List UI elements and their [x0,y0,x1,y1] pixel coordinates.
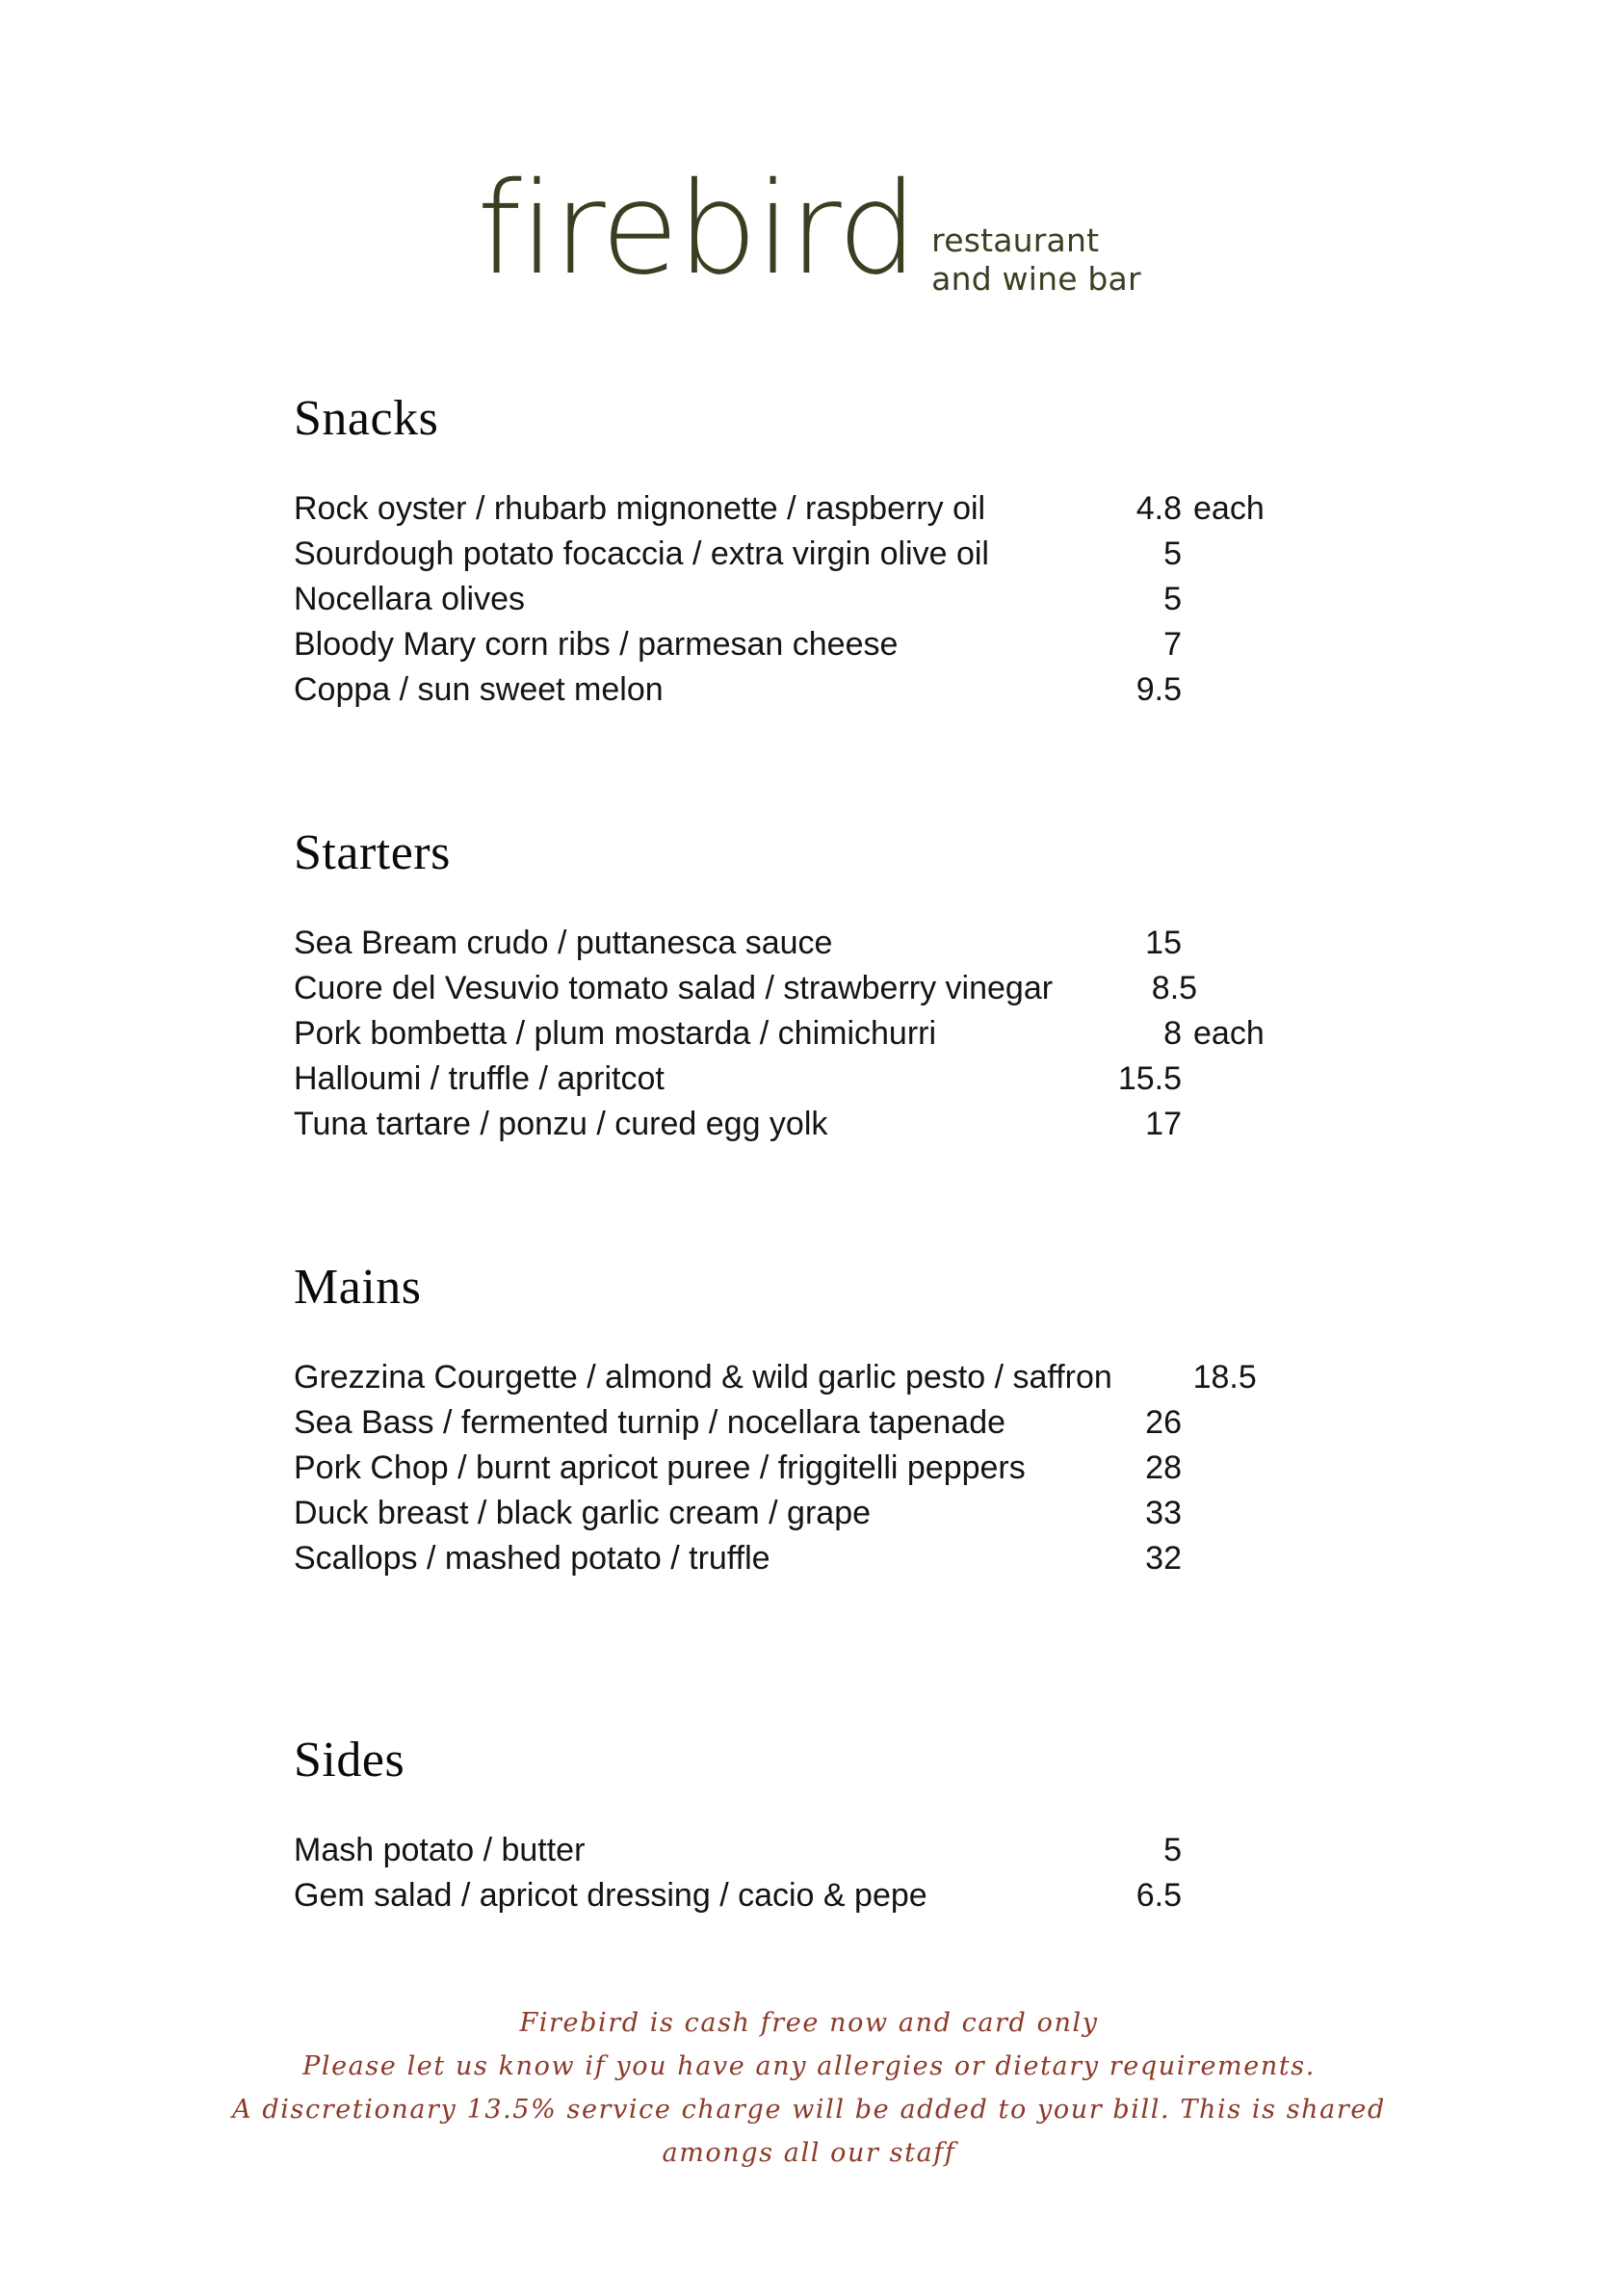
menu-item [294,532,1295,577]
menu-item [294,1536,1295,1581]
item-price: 17 [1145,1105,1182,1142]
footer-notes [0,2001,1618,2175]
item-price: 26 [1145,1403,1182,1441]
menu-item [294,486,1295,532]
item-price: 4.8 [1135,489,1182,527]
section-title: Sides [294,1732,405,1787]
menu-item [294,1446,1295,1491]
item-name: Coppa / sun sweet melon [294,670,664,708]
item-price: 9.5 [1135,670,1182,708]
item-price: 15.5 [1117,1059,1182,1097]
menu-item [294,966,1295,1011]
footer-note-service-charge: A discretionary 13.5% service charge will be added to your bill. This is shared [232,2095,1386,2125]
item-price: 18.5 [1192,1358,1257,1396]
brand-tagline [931,222,1141,300]
item-name: Duck breast / black garlic cream / grape [294,1494,872,1531]
menu-item [294,622,1295,667]
menu-item [294,667,1295,713]
menu-item [294,1057,1295,1102]
menu-item [294,1828,1295,1873]
item-price: 8 [1163,1014,1182,1052]
footer-note-service-charge-cont: amongs all our staff [662,2138,956,2168]
brand-tagline-line2: and wine bar [931,260,1141,299]
item-name: Cuore del Vesuvio tomato salad / strawberry vinegar [294,969,1054,1006]
section-title: Starters [294,824,451,880]
item-name: Tuna tartare / ponzu / cured egg yolk [294,1105,828,1142]
menu-body [154,390,1464,1918]
item-name: Halloumi / truffle / apritcot [294,1059,665,1097]
item-price: 8.5 [1151,969,1198,1006]
item-name: Sea Bass / fermented turnip / nocellara tapenade [294,1403,1006,1441]
item-name: Sea Bream crudo / puttanesca sauce [294,924,833,961]
menu-item [294,1873,1295,1918]
item-name: Scallops / mashed potato / truffle [294,1539,770,1577]
menu-item [294,1400,1295,1446]
item-price: 5 [1163,535,1182,572]
menu-item [294,577,1295,622]
item-price: 15 [1145,924,1182,961]
menu-item [294,921,1295,966]
item-name: Pork Chop / burnt apricot puree / friggitelli peppers [294,1448,1026,1486]
item-name: Nocellara olives [294,580,525,617]
section-title: Snacks [294,390,439,446]
menu-item [294,1491,1295,1536]
menu-item-list [294,921,1295,1147]
menu-item-list [294,486,1295,713]
menu-item-list [294,1355,1295,1581]
menu-section-mains [294,1259,1295,1581]
item-price: 28 [1145,1448,1182,1486]
item-price-suffix: each [1193,489,1265,527]
item-price-suffix: each [1193,1014,1265,1052]
menu-item [294,1011,1295,1057]
item-price: 7 [1163,625,1182,663]
menu-section-sides [294,1732,1295,1918]
item-name: Rock oyster / rhubarb mignonette / raspberry oil [294,489,986,527]
footer-note-allergies: Please let us know if you have any allergies or dietary requirements. [302,2051,1316,2081]
menu-section-starters [294,824,1295,1147]
item-name: Pork bombetta / plum mostarda / chimichurri [294,1014,937,1052]
item-name: Gem salad / apricot dressing / cacio & pepe [294,1876,927,1914]
menu-item-list [294,1828,1295,1918]
brand-logo [477,155,1141,303]
item-name: Bloody Mary corn ribs / parmesan cheese [294,625,899,663]
menu-header [0,0,1618,303]
item-price: 6.5 [1135,1876,1182,1914]
menu-item [294,1102,1295,1147]
item-name: Mash potato / butter [294,1831,586,1868]
item-name: Sourdough potato focaccia / extra virgin olive oil [294,535,989,572]
menu-section-snacks [294,390,1295,713]
brand-name: firebird [477,155,917,303]
item-price: 32 [1145,1539,1182,1577]
item-price: 33 [1145,1494,1182,1531]
menu-item [294,1355,1295,1400]
section-title: Mains [294,1259,422,1315]
brand-tagline-line1: restaurant [931,222,1100,259]
item-name: Grezzina Courgette / almond & wild garlic pesto / saffron [294,1358,1112,1396]
item-price: 5 [1163,1831,1182,1868]
item-price: 5 [1163,580,1182,617]
footer-note-payment: Firebird is cash free now and card only [519,2008,1099,2038]
